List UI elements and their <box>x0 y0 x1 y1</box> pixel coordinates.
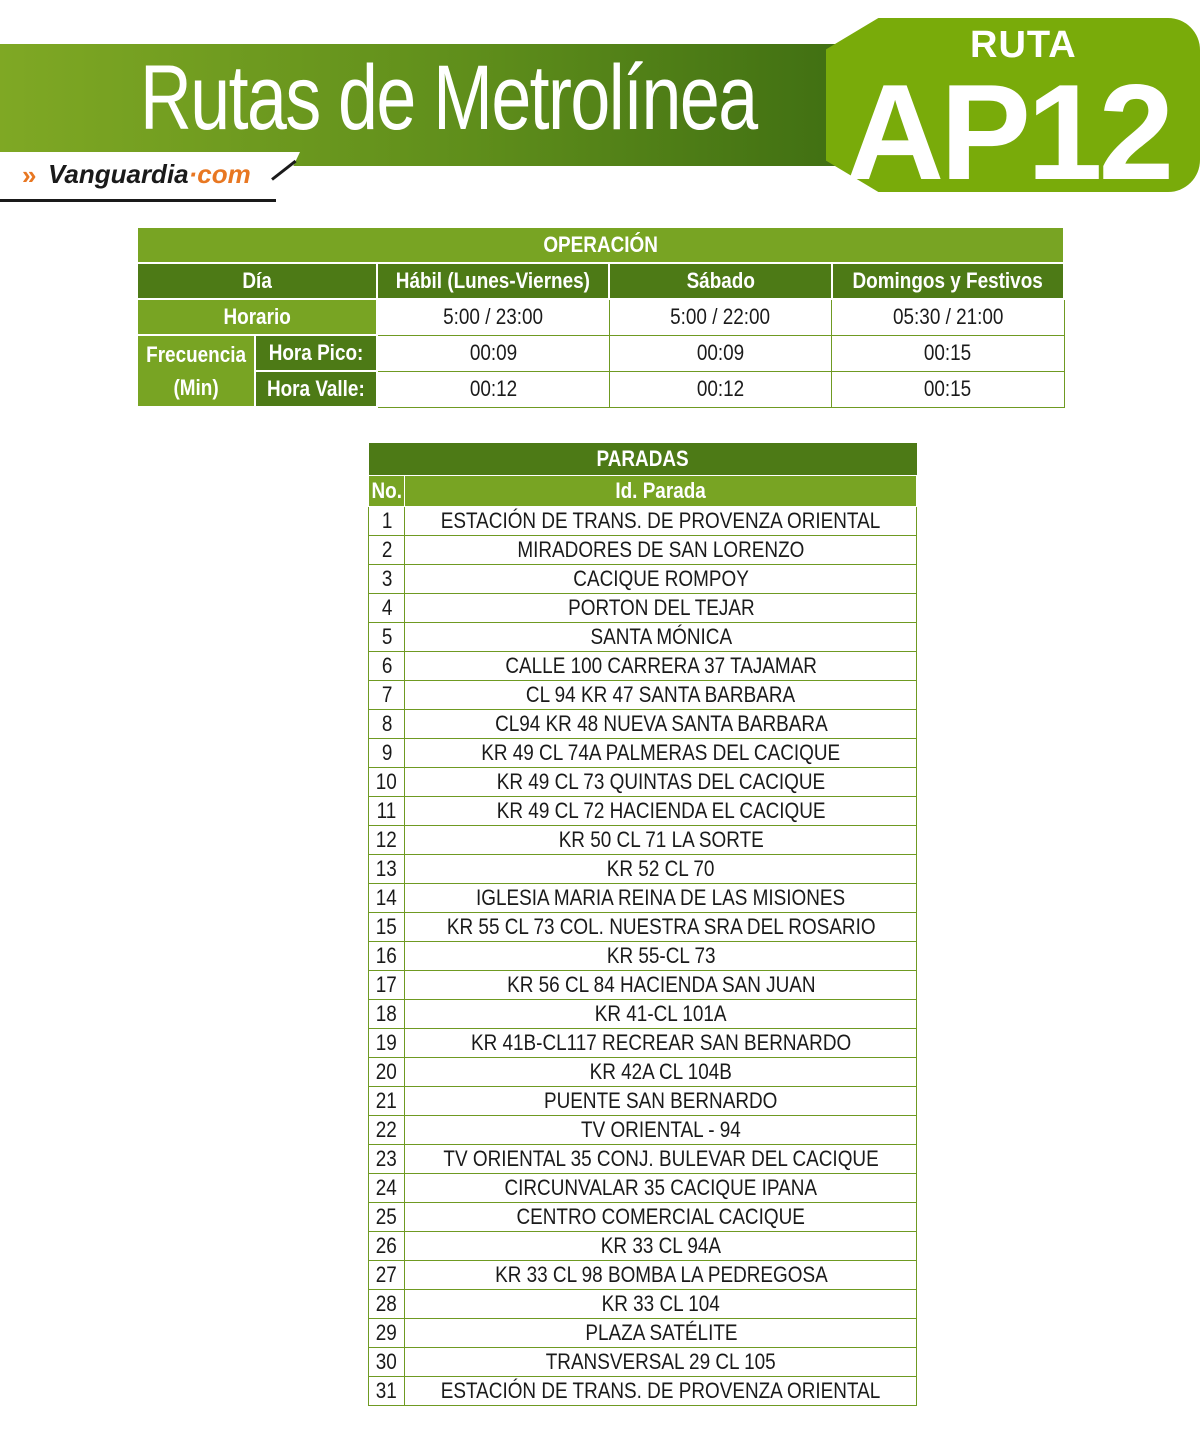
stop-name: KR 33 CL 98 BOMBA LA PEDREGOSA <box>405 1261 917 1290</box>
table-row <box>369 1290 917 1319</box>
stop-number: 22 <box>369 1116 405 1145</box>
stop-number: 1 <box>369 507 405 536</box>
stop-number: 28 <box>369 1290 405 1319</box>
stop-number: 26 <box>369 1232 405 1261</box>
route-code: AP12 <box>846 56 1171 208</box>
peak-label: Hora Pico: <box>255 335 376 371</box>
table-row <box>369 768 917 797</box>
table-row <box>369 681 917 710</box>
table-row <box>369 565 917 594</box>
stop-name: KR 49 CL 72 HACIENDA EL CACIQUE <box>405 797 917 826</box>
stop-number: 17 <box>369 971 405 1000</box>
logo-suffix: ·com <box>188 159 251 189</box>
logo-text <box>48 160 251 189</box>
table-row <box>369 1319 917 1348</box>
valley-sunday: 00:15 <box>832 371 1064 407</box>
table-row <box>369 884 917 913</box>
stop-name: KR 49 CL 73 QUINTAS DEL CACIQUE <box>405 768 917 797</box>
stop-number: 10 <box>369 768 405 797</box>
stop-number: 12 <box>369 826 405 855</box>
day-header: Día <box>137 263 377 299</box>
stop-name: CIRCUNVALAR 35 CACIQUE IPANA <box>405 1174 917 1203</box>
table-row <box>369 826 917 855</box>
stops-table <box>368 443 917 1406</box>
table-row <box>369 710 917 739</box>
stop-name: KR 41B-CL117 RECREAR SAN BERNARDO <box>405 1029 917 1058</box>
stop-name: TV ORIENTAL 35 CONJ. BULEVAR DEL CACIQUE <box>405 1145 917 1174</box>
stop-name: CALLE 100 CARRERA 37 TAJAMAR <box>405 652 917 681</box>
stop-number: 7 <box>369 681 405 710</box>
table-row <box>369 1261 917 1290</box>
schedule-sunday: 05:30 / 21:00 <box>832 299 1064 335</box>
stop-number: 5 <box>369 623 405 652</box>
stop-number: 8 <box>369 710 405 739</box>
col-stop-id: Id. Parada <box>405 476 917 507</box>
table-row <box>369 855 917 884</box>
stop-number: 23 <box>369 1145 405 1174</box>
peak-saturday: 00:09 <box>609 335 832 371</box>
valley-weekday: 00:12 <box>377 371 610 407</box>
table-row <box>369 507 917 536</box>
table-row <box>369 623 917 652</box>
table-row <box>369 913 917 942</box>
stop-number: 16 <box>369 942 405 971</box>
stop-number: 15 <box>369 913 405 942</box>
stop-name: KR 42A CL 104B <box>405 1058 917 1087</box>
stop-name: ESTACIÓN DE TRANS. DE PROVENZA ORIENTAL <box>405 1377 917 1406</box>
stop-name: CENTRO COMERCIAL CACIQUE <box>405 1203 917 1232</box>
table-row <box>369 1145 917 1174</box>
stop-name: SANTA MÓNICA <box>405 623 917 652</box>
stop-name: KR 33 CL 94A <box>405 1232 917 1261</box>
table-row <box>369 1174 917 1203</box>
stop-name: KR 50 CL 71 LA SORTE <box>405 826 917 855</box>
table-row <box>369 1058 917 1087</box>
stop-number: 25 <box>369 1203 405 1232</box>
stop-number: 14 <box>369 884 405 913</box>
frequency-label: Frecuencia (Min) <box>137 335 255 407</box>
route-label: RUTA <box>970 24 1077 66</box>
stop-name: KR 33 CL 104 <box>405 1290 917 1319</box>
stops-title: PARADAS <box>369 443 917 476</box>
stop-name: PLAZA SATÉLITE <box>405 1319 917 1348</box>
stop-number: 27 <box>369 1261 405 1290</box>
operation-table <box>136 226 1065 408</box>
stop-name: PUENTE SAN BERNARDO <box>405 1087 917 1116</box>
col-saturday: Sábado <box>609 263 832 299</box>
stop-number: 6 <box>369 652 405 681</box>
stop-number: 30 <box>369 1348 405 1377</box>
col-weekday: Hábil (Lunes-Viernes) <box>377 263 610 299</box>
col-sunday-holiday: Domingos y Festivos <box>832 263 1064 299</box>
table-row <box>369 1348 917 1377</box>
stop-name: KR 49 CL 74A PALMERAS DEL CACIQUE <box>405 739 917 768</box>
table-row <box>369 797 917 826</box>
table-row <box>369 1029 917 1058</box>
stop-name: MIRADORES DE SAN LORENZO <box>405 536 917 565</box>
stop-number: 21 <box>369 1087 405 1116</box>
stop-number: 20 <box>369 1058 405 1087</box>
valley-saturday: 00:12 <box>609 371 832 407</box>
stop-number: 11 <box>369 797 405 826</box>
stop-number: 31 <box>369 1377 405 1406</box>
page-title: Rutas de Metrolínea <box>140 47 757 149</box>
stop-number: 29 <box>369 1319 405 1348</box>
stop-number: 9 <box>369 739 405 768</box>
table-row <box>369 652 917 681</box>
table-row <box>369 739 917 768</box>
stop-name: KR 52 CL 70 <box>405 855 917 884</box>
schedule-weekday: 5:00 / 23:00 <box>377 299 610 335</box>
stop-number: 13 <box>369 855 405 884</box>
stop-name: KR 55 CL 73 COL. NUESTRA SRA DEL ROSARIO <box>405 913 917 942</box>
page-header <box>0 0 1200 208</box>
stop-number: 4 <box>369 594 405 623</box>
stop-name: IGLESIA MARIA REINA DE LAS MISIONES <box>405 884 917 913</box>
stop-number: 3 <box>369 565 405 594</box>
operation-title: OPERACIÓN <box>137 227 1064 263</box>
stop-name: CACIQUE ROMPOY <box>405 565 917 594</box>
col-number: No. <box>369 476 405 507</box>
chevrons-icon: » <box>22 160 31 190</box>
schedule-saturday: 5:00 / 22:00 <box>609 299 832 335</box>
logo-underline <box>0 199 276 202</box>
table-row <box>369 1203 917 1232</box>
stop-number: 2 <box>369 536 405 565</box>
table-row <box>369 536 917 565</box>
stop-number: 24 <box>369 1174 405 1203</box>
stop-name: KR 55-CL 73 <box>405 942 917 971</box>
table-row <box>369 1116 917 1145</box>
logo-name: Vanguardia <box>48 159 189 189</box>
stop-name: CL94 KR 48 NUEVA SANTA BARBARA <box>405 710 917 739</box>
peak-weekday: 00:09 <box>377 335 610 371</box>
valley-label: Hora Valle: <box>255 371 376 407</box>
stop-name: ESTACIÓN DE TRANS. DE PROVENZA ORIENTAL <box>405 507 917 536</box>
schedule-label: Horario <box>137 299 377 335</box>
table-row <box>369 1232 917 1261</box>
stop-name: KR 41-CL 101A <box>405 1000 917 1029</box>
stop-number: 19 <box>369 1029 405 1058</box>
stop-name: CL 94 KR 47 SANTA BARBARA <box>405 681 917 710</box>
table-row <box>369 1087 917 1116</box>
stop-name: PORTON DEL TEJAR <box>405 594 917 623</box>
stop-name: KR 56 CL 84 HACIENDA SAN JUAN <box>405 971 917 1000</box>
stop-name: TRANSVERSAL 29 CL 105 <box>405 1348 917 1377</box>
stop-number: 18 <box>369 1000 405 1029</box>
peak-sunday: 00:15 <box>832 335 1064 371</box>
vanguardia-logo <box>0 152 310 204</box>
stop-name: TV ORIENTAL - 94 <box>405 1116 917 1145</box>
table-row <box>369 1000 917 1029</box>
table-row <box>369 942 917 971</box>
table-row <box>369 1377 917 1406</box>
table-row <box>369 971 917 1000</box>
table-row <box>369 594 917 623</box>
